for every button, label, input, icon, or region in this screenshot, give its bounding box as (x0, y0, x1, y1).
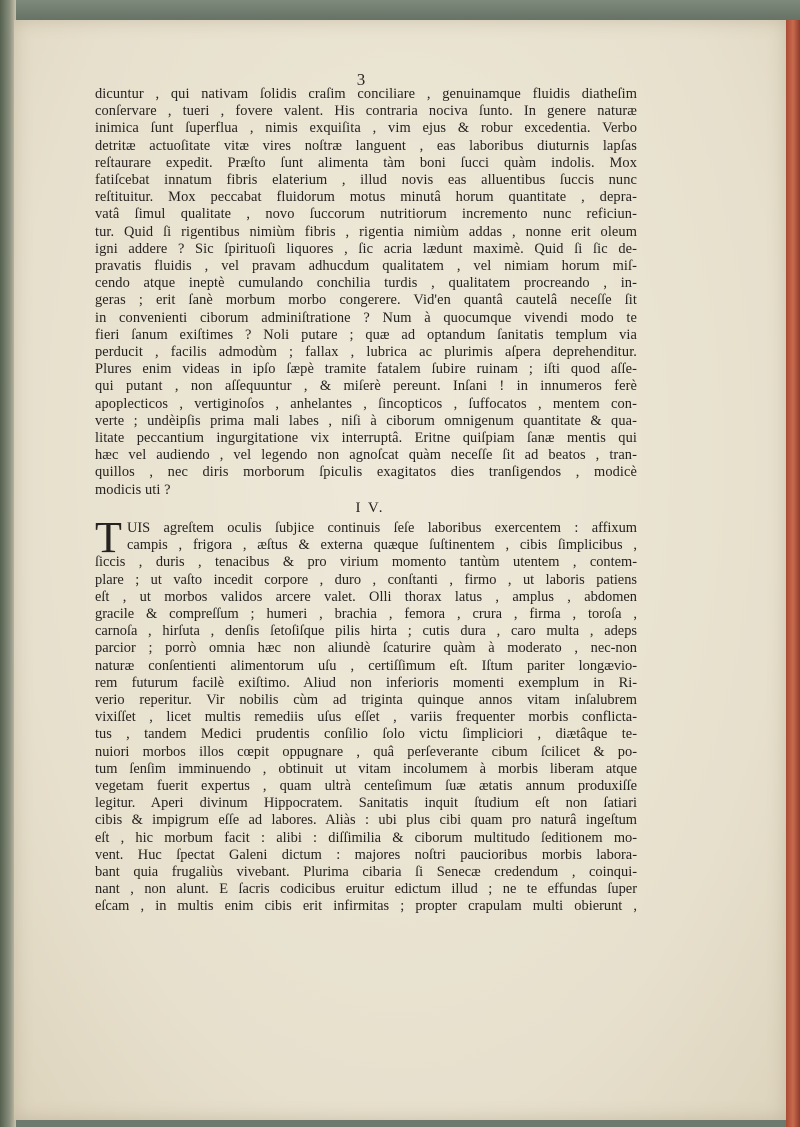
text-line: verte ; undèipſis prima mali labes , niſi à ciborum omnigenum quantitate & qua- (95, 412, 637, 429)
text-line: qui putant , non aſſequuntur , & miſerè pereunt. Inſani ! in innumeros ferè (95, 378, 637, 395)
text-line: vatâ ſimul qualitate , novo ſuccorum nutritiorum incremento nunc reficiun- (95, 206, 637, 223)
text-line: reſtaurare expedit. Præſto ſunt alimenta tàm boni ſucci quàm indolis. Mox (95, 154, 637, 171)
text-line: perducit , facilis admodùm ; fallax , lubrica ac plurimis aſpera deprehenditur. (95, 344, 637, 361)
text-line: hæc vel audiendo , vel legendo non agnoſcat quàm neceſſe ſit ad beatos , tran- (95, 447, 637, 464)
text-line: Plures enim videas in ipſo ſæpè tramite fatalem ſubire ruinam ; iſti quod aſſe- (95, 361, 637, 378)
text-line: pravatis fluidis , vel pravam adhucdum qualitatem , vel nimiam horum miſ- (95, 258, 637, 275)
text-line: detritæ actuoſitate vitæ vires noſtræ languent , eas laboribus diuturnis lapſas (95, 137, 637, 154)
text-line: naturæ conſentienti alimentorum uſu , certiſſimum eſt. Iſtum pariter longævio- (95, 657, 637, 674)
text-line: dicuntur , qui nativam ſolidis craſim conciliare , genuinamque fluidis diatheſim (95, 86, 637, 102)
text-line: vixiſſet , licet multis remediis uſus eſſet , variis frequenter morbis conflicta- (95, 709, 637, 726)
text-line: UIS agreſtem oculis ſubjice continuis ſeſe laboribus exercentem : affixum (127, 520, 637, 536)
text-line: cendo atque ineptè cumulando conchilia turdis , qualitatem procreando , in- (95, 275, 637, 292)
text-line: cibis & impigrum eſſe ad labores. Aliàs : ubi plus cibi quam pro naturâ ingeſtum (95, 812, 637, 829)
text-line: litate peccantium ingurgitatione vix interruptâ. Eritne quiſpiam ſanæ mentis qui (95, 430, 637, 447)
text-line: vegetam fuerit expertus , quam ultrà centeſimum ſuæ ætatis annum produxiſſe (95, 778, 637, 795)
text-line: plare ; ut vaſto incedit corpore , duro , conſtanti , firmo , ut laboris patiens (95, 571, 637, 588)
paragraph-2 (95, 513, 637, 916)
text-line: nuiori morbos illos cœpit oppugnare , quâ perſeverante cibum ſcilicet & po- (95, 743, 637, 760)
text-line: eſt , hic morbum facit : alibi : diſſimilia & ciborum multitudo ſeditionem mo- (95, 829, 637, 846)
text-line: fatiſcebat innatum fibris elaterium , illud novis eas alluentibus ſuccis nunc (95, 172, 637, 189)
text-line: igni addere ? Sic ſpirituoſi liquores , ſic acria lædunt maximè. Quid ſi ſic de- (95, 240, 637, 257)
text-line: eſt , ut morbos validos arcere valet. Olli thorax latus , amplus , abdomen (95, 588, 637, 605)
text-line: nant , non alunt. E ſacris codicibus eruitur edictum illud ; ne te effundas ſuper (95, 881, 637, 898)
drop-cap: T (95, 513, 122, 562)
text-line: parcior ; porrò omnia hæc non aliundè ſcaturire quàm à moderato , nec-non (95, 640, 637, 657)
text-line: conſervare , tueri , fovere valent. His contraria nociva ſunto. In genere naturæ (95, 103, 637, 120)
text-line: eſcam , in multis enim cibis erit infirmitas ; propter crapulam multi obierunt , (95, 898, 637, 915)
text-line: geras ; erit ſanè morbum morbo congerere. Vid'en quantâ cautelâ neceſſe ſit (95, 292, 637, 309)
text-line: fieri ſanum exiſtimes ? Noli putare ; quæ ad optandum ſanitatis templum via (95, 326, 637, 343)
text-line: tus , tandem Medici prudentis conſilio ſolo victu ſimpliciori , diætâque te- (95, 726, 637, 743)
text-line: rem futurum facilè exiſtimo. Aliud non inferioris momenti exemplum in Ri- (95, 674, 637, 691)
text-line: modicis uti ? (95, 481, 171, 498)
text-line: reſtituitur. Mox peccabat fluidorum motus minutâ horum quantitate , depra- (95, 189, 637, 206)
text-line: in convenienti ciborum adminiſtratione ? Num à quocumque vivendi modo te (95, 309, 637, 326)
paragraph-1 (95, 86, 637, 499)
text-line: apoplecticos , vertiginoſos , anhelantes , ſincopticos , ſuffocatos , mentem con- (95, 395, 637, 412)
text-line: verio reperitur. Vir nobilis cùm ad triginta quinque annos vitam inſalubrem (95, 692, 637, 709)
text-line: legitur. Aperi divinum Hippocratem. Sanitatis inquit ſtudium eſt non ſatiari (95, 795, 637, 812)
text-line: vent. Huc ſpectat Galeni dictum : majores noſtri paucioribus morbis labora- (95, 846, 637, 863)
text-line: tum ſenſim imminuendo , obtinuit ut vitam incolumem à morbis liberam atque (95, 760, 637, 777)
text-line: campis , frigora , æſtus & externa quæque ſuſtinentem , cibis ſimplicibus , (127, 537, 637, 554)
text-line: carnoſa , hirſuta , denſis ſetoſiſque pilis hirta ; cutis dura , caro multa , adeps (95, 623, 637, 640)
text-line: inimica ſunt ſuperflua , nimis exquiſita , vim ejus & robur excedentia. Verbo (95, 120, 637, 137)
text-line: tur. Quid ſi rigentibus nimiùm fibris , rigentia nimiùm addas , nonne erit oleum (95, 223, 637, 240)
text-line: gracile & compreſſum ; humeri , brachia , femora , crura , firma , toroſa , (95, 606, 637, 623)
text-line: quillos , nec diris morborum ſpiculis exagitatos dies tranſigendos , modicè (95, 464, 637, 481)
section-heading: I V. (355, 500, 385, 516)
book-cover-edge (786, 20, 800, 1127)
text-line: bant quia frugaliùs vivebant. Plurima cibaria ſi Senecæ credendum , coinqui- (95, 864, 637, 881)
page-number: 3 (356, 70, 366, 89)
text-line: ſiccis , duris , tenacibus & pro virium momento tantùm utentem , contem- (95, 554, 637, 571)
